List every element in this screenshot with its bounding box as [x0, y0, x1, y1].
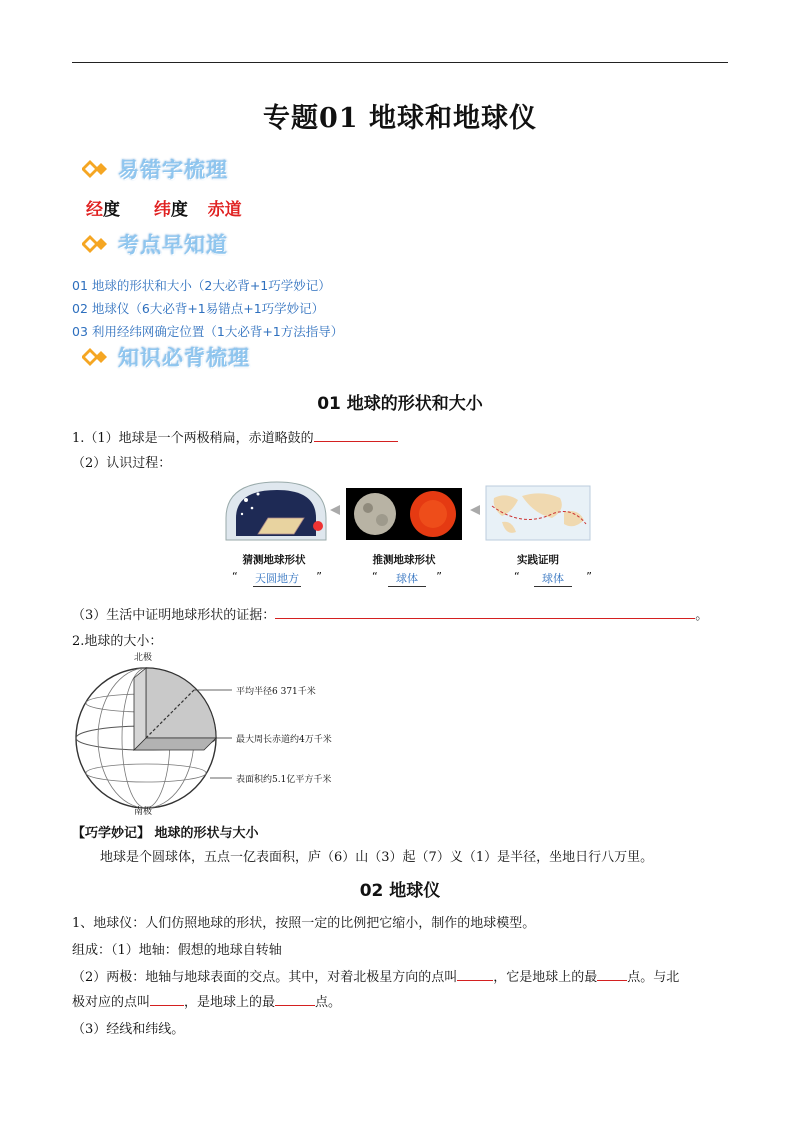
- part1-heading: 01 地球的形状和大小: [317, 394, 483, 414]
- question-1-2: （2）认识过程：: [72, 456, 172, 471]
- figure-answer-row: “ 球体 ”: [514, 570, 592, 585]
- radius-label: 平均半径6 371千米: [236, 687, 316, 697]
- sky-dome-image: [226, 482, 326, 540]
- typo-words: [86, 195, 242, 220]
- answer-blank[interactable]: [275, 604, 695, 619]
- circumference-label: 最大周长赤道约4万千米: [236, 735, 332, 745]
- question-1-3: （3）生活中证明地球形状的证据： 。: [72, 604, 708, 623]
- toc-item[interactable]: 02 地球仪（6大必背+1易错点+1巧学妙记）: [72, 301, 325, 316]
- diamond-bullet-icon: [82, 346, 110, 368]
- size-title: 2.地球的大小：: [72, 634, 163, 649]
- section-title: 考点早知道: [118, 233, 228, 257]
- diamond-bullet-icon: [82, 233, 110, 255]
- section-header-points: [82, 227, 228, 261]
- meridians-parallels: （3）经线和纬线。: [72, 1022, 185, 1037]
- header-rule: [72, 62, 728, 63]
- diamond-bullet-icon: [82, 158, 110, 180]
- tip-title: 【巧学妙记】 地球的形状与大小: [72, 826, 259, 841]
- figure-label: 实践证明: [517, 554, 559, 566]
- recognition-figure: [222, 478, 594, 598]
- north-pole-label: 北极: [134, 653, 153, 663]
- globe-definition: 1、地球仪：人们仿照地球的形状，按照一定的比例把它缩小，制作的地球模型。: [72, 916, 536, 931]
- toc-item[interactable]: 01 地球的形状和大小（2大必背+1巧学妙记）: [72, 278, 331, 293]
- answer-blank[interactable]: [597, 966, 627, 981]
- answer-blank[interactable]: [314, 427, 398, 442]
- section-header-typo: [82, 152, 228, 186]
- globe-figure: [72, 648, 372, 816]
- figure-label: 推测地球形状: [372, 554, 436, 566]
- question-1-1: 1.（1）地球是一个两极稍扁，赤道略鼓的: [72, 427, 398, 446]
- area-label: 表面积约5.1亿平方千米: [236, 775, 332, 785]
- figure-answer-row: “ 球体 ”: [372, 570, 442, 585]
- south-pole-label: 南极: [134, 807, 153, 817]
- typo-word: 赤道: [207, 200, 242, 220]
- tip-text: 地球是个圆球体，五点一亿表面积，庐（6）山（3）起（7）义（1）是半径，坐地日行八万里。: [100, 850, 654, 865]
- section-header-knowledge: [82, 340, 250, 374]
- part2-heading: 02 地球仪: [359, 881, 441, 901]
- figure-answer: 球体: [534, 570, 572, 587]
- figure-answer: 天圆地方: [255, 572, 299, 585]
- globe-poles-line2: 极对应的点叫 ，是地球上的最 点。: [72, 991, 341, 1010]
- figure-label: 猜测地球形状: [242, 554, 306, 566]
- answer-blank[interactable]: [457, 966, 493, 981]
- page-title: 专题01 地球和地球仪: [263, 103, 537, 134]
- world-map-image: [486, 486, 590, 540]
- answer-blank[interactable]: [150, 991, 184, 1006]
- globe-axis: 组成：（1）地轴：假想的地球自转轴: [72, 943, 282, 958]
- figure-answer-row: “ 天圆地方 ”: [232, 570, 322, 585]
- toc-item[interactable]: 03 利用经纬网确定位置（1大必背+1方法指导）: [72, 324, 344, 339]
- moon-sun-image: [346, 488, 462, 540]
- section-title: 易错字梳理: [118, 158, 228, 182]
- recognition-images: [222, 478, 594, 544]
- globe-poles-line1: （2）两极：地轴与地球表面的交点。其中，对着北极星方向的点叫 ，它是地球上的最 点。与北: [72, 966, 679, 985]
- answer-blank[interactable]: [275, 991, 315, 1006]
- section-title: 知识必背梳理: [118, 346, 250, 370]
- typo-word: 纬度: [153, 200, 188, 220]
- figure-answer: 球体: [388, 570, 426, 587]
- typo-word: 经度: [86, 200, 120, 220]
